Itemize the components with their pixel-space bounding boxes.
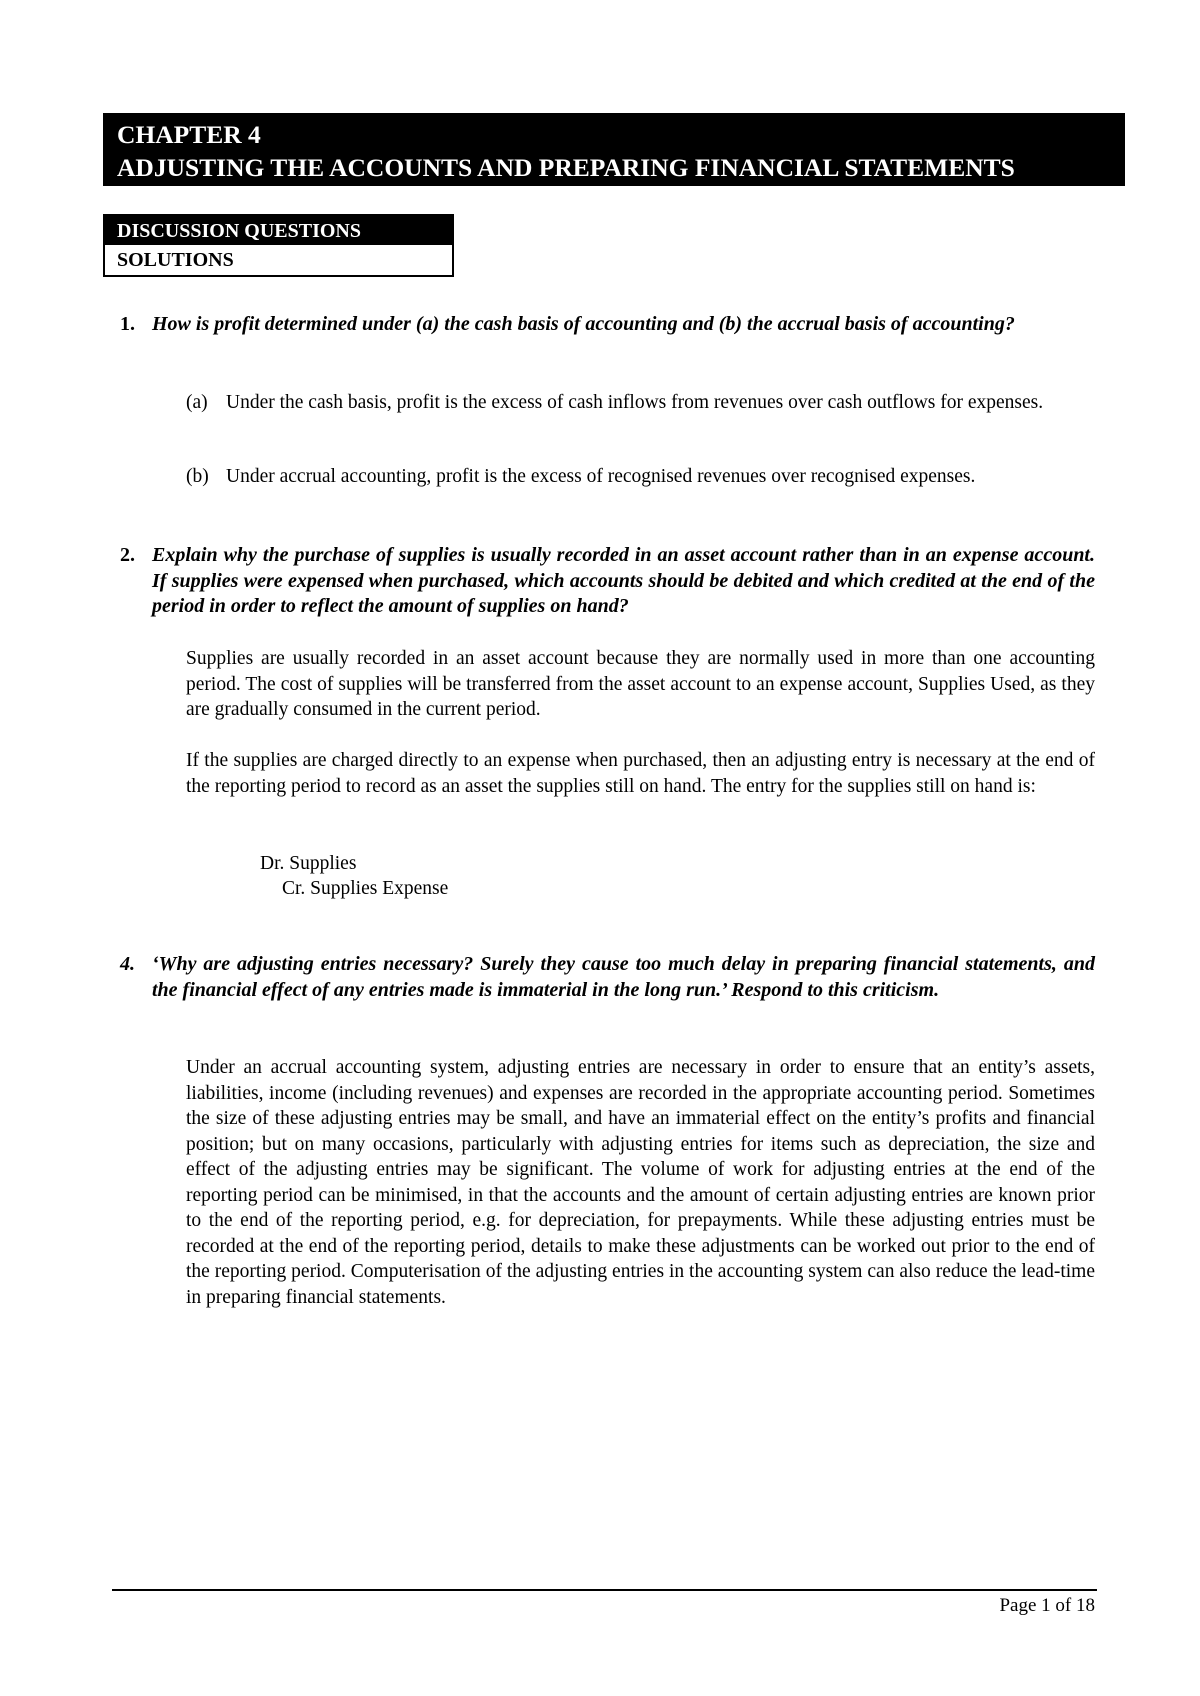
answer-1b [186, 464, 1095, 490]
question-1-number: 1. [120, 313, 135, 335]
question-4-number: 4. [120, 953, 135, 975]
footer-divider [112, 1589, 1097, 1591]
answer-2-paragraph-2: If the supplies are charged directly to an expense when purchased, then an adjusting entry is necessary at the end of the reporting period to record as an asset the supplies still on hand. The entry for the supplies still on hand is: [186, 750, 1095, 797]
chapter-number: CHAPTER 4 [117, 120, 261, 149]
answer-2-paragraph-1: Supplies are usually recorded in an asset account because they are normally used in more than one accounting period. The cost of supplies will be transferred from the asset account to an expense account, Supplies Used, as they are gradually consumed in the current period. [186, 648, 1095, 720]
section-heading-box [103, 214, 454, 277]
chapter-banner [103, 113, 1125, 186]
section-heading-discussion: DISCUSSION QUESTIONS [105, 216, 452, 245]
section-heading-solutions: SOLUTIONS [117, 249, 234, 271]
journal-entry-credit: Cr. Supplies Expense [282, 878, 449, 899]
question-1-text: How is profit determined under (a) the cash basis of accounting and (b) the accrual basis of accounting? [152, 313, 1015, 335]
question-4-text: ‘Why are adjusting entries necessary? Surely they cause too much delay in preparing financial statements, and the financial effect of any entries made is immaterial in the long run.’ Respond to this criticism. [152, 953, 1095, 1001]
answer-1a-text: Under the cash basis, profit is the excess of cash inflows from revenues over cash outflows for expenses. [226, 392, 1044, 413]
page-number: Page 1 of 18 [999, 1595, 1095, 1616]
answer-4-paragraph: Under an accrual accounting system, adjusting entries are necessary in order to ensure that an entity’s assets, liabilities, income (including revenues) and expenses are recorded in the appropriate accounting period. Sometimes the size of these adjusting entries may be small, and have an immaterial effect on the entity’s profits and financial position; but on many occasions, particularly with adjusting entries for items such as depreciation, the size and effect of the adjusting entries may be significant. The volume of work for adjusting entries at the end of the reporting period can be minimised, in that the accounts and the amount of certain adjusting entries are known prior to the end of the reporting period, e.g. for depreciation, for prepayments. While these adjusting entries must be recorded at the end of the reporting period, details to make these adjustments can be worked out prior to the end of the reporting period. Computerisation of the adjusting entries in the accounting system can also reduce the lead-time in preparing financial statements. [186, 1057, 1095, 1308]
question-2-text: Explain why the purchase of supplies is usually recorded in an asset account rather than in an expense account. If supplies were expensed when purchased, which accounts should be debited and which credited at the end of the period in order to reflect the amount of supplies on hand? [152, 544, 1095, 617]
chapter-title: ADJUSTING THE ACCOUNTS AND PREPARING FINANCIAL STATEMENTS [117, 153, 1015, 182]
question-4 [120, 952, 1095, 1003]
answer-1b-label: (b) [186, 466, 209, 487]
answer-1a-label: (a) [186, 392, 208, 413]
answer-1b-text: Under accrual accounting, profit is the excess of recognised revenues over recognised expenses. [226, 466, 976, 487]
question-2-number: 2. [120, 544, 135, 566]
answer-1a [186, 390, 1095, 416]
question-1 [120, 312, 1095, 338]
journal-entry-debit: Dr. Supplies [260, 853, 357, 874]
question-2 [120, 543, 1095, 620]
